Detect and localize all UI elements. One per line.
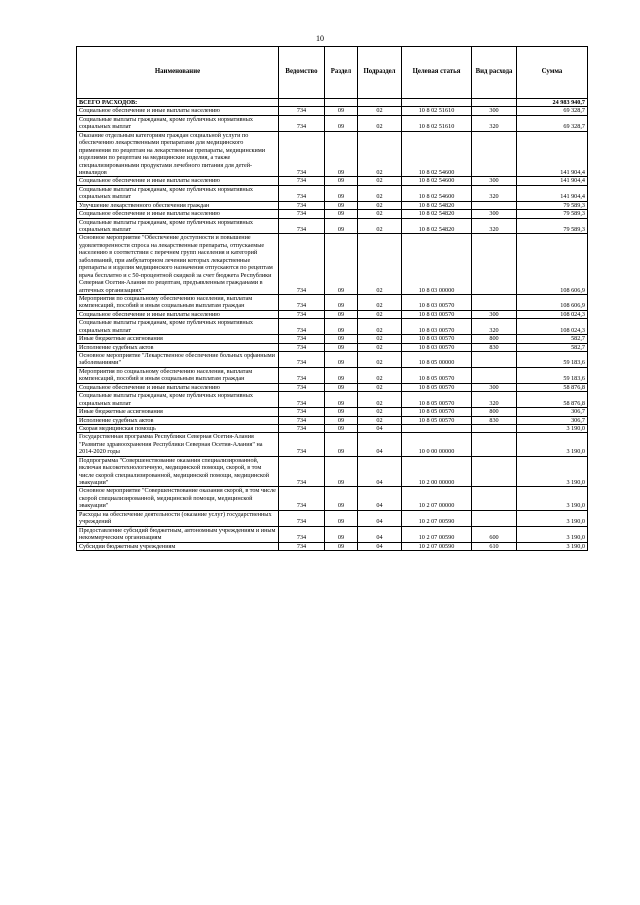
row-razdel: 09 [325,210,358,218]
row-podrazdel: 02 [358,294,402,310]
row-vedomstvo: 734 [279,177,325,185]
row-razdel: 09 [325,383,358,391]
table-row [77,383,588,391]
row-vid: 610 [472,542,517,550]
row-target: 10 2 07 00000 [402,487,472,510]
expenditure-table [76,46,588,551]
row-vedomstvo: 734 [279,201,325,209]
row-name: Исполнение судебных актов [77,416,279,424]
row-name: Социальное обеспечение и иные выплаты населению [77,383,279,391]
table-row [77,433,588,456]
total-row [77,99,588,107]
row-vedomstvo: 734 [279,424,325,432]
row-target: 10 8 05 00000 [402,352,472,368]
row-razdel: 09 [325,542,358,550]
row-vid: 300 [472,177,517,185]
table-row [77,424,588,432]
row-target: 10 8 02 54820 [402,201,472,209]
row-target: 10 8 05 00570 [402,392,472,408]
table-row [77,234,588,295]
row-razdel: 09 [325,408,358,416]
row-razdel: 09 [325,343,358,351]
row-vedomstvo: 734 [279,131,325,177]
row-name: Оказание отдельным категориям граждан социальной услуги по обеспечению лекарственными препаратами для медицинского применения по рецептам на лекарственные препараты, медицинскими изделиями по рецептам на медицинские изделия, а также специализированными продуктами лечебного питания для детей-инвалидов [77,131,279,177]
row-podrazdel: 02 [358,131,402,177]
row-sum: 108 024,3 [517,310,588,318]
row-vedomstvo: 734 [279,234,325,295]
row-name: Социальное обеспечение и иные выплаты населению [77,177,279,185]
row-vedomstvo: 734 [279,210,325,218]
header-target: Целевая статья [402,47,472,99]
page-number: 10 [316,34,324,43]
row-vedomstvo: 734 [279,433,325,456]
row-podrazdel: 02 [358,201,402,209]
row-vid: 320 [472,115,517,131]
row-razdel: 09 [325,487,358,510]
row-target: 10 8 02 54600 [402,185,472,201]
row-vedomstvo: 734 [279,319,325,335]
table-row [77,218,588,234]
row-name: Социальное обеспечение и иные выплаты населению [77,210,279,218]
header-vid: Вид расхода [472,47,517,99]
row-podrazdel: 02 [358,185,402,201]
row-podrazdel: 02 [358,107,402,115]
row-name: Основное мероприятие "Совершенствование оказания скорой, в том числе скорой специализированной, медицинской помощи, медицинской эвакуации" [77,487,279,510]
row-vedomstvo: 734 [279,510,325,526]
row-vedomstvo: 734 [279,487,325,510]
row-target: 10 8 02 54600 [402,131,472,177]
row-vid [472,131,517,177]
row-razdel: 09 [325,367,358,383]
row-podrazdel: 04 [358,456,402,487]
table-row [77,310,588,318]
row-sum: 59 183,6 [517,352,588,368]
row-vedomstvo: 734 [279,335,325,343]
row-razdel: 09 [325,185,358,201]
row-target: 10 8 03 00570 [402,343,472,351]
row-razdel: 09 [325,319,358,335]
row-vid: 830 [472,416,517,424]
row-sum: 3 190,0 [517,487,588,510]
row-sum: 582,7 [517,343,588,351]
row-target: 10 0 00 00000 [402,433,472,456]
table-row [77,210,588,218]
row-target: 10 8 03 00570 [402,335,472,343]
row-sum: 3 190,0 [517,433,588,456]
header-vedomstvo: Ведомство [279,47,325,99]
row-vid: 830 [472,343,517,351]
row-podrazdel: 04 [358,542,402,550]
table-row [77,107,588,115]
row-target: 10 2 07 00590 [402,510,472,526]
row-sum: 58 876,8 [517,392,588,408]
row-podrazdel: 04 [358,433,402,456]
row-podrazdel: 02 [358,408,402,416]
table-row [77,201,588,209]
row-target: 10 8 05 00570 [402,408,472,416]
table-row [77,408,588,416]
row-vedomstvo: 734 [279,542,325,550]
row-sum: 306,7 [517,408,588,416]
row-podrazdel: 04 [358,510,402,526]
row-podrazdel: 04 [358,424,402,432]
row-podrazdel: 02 [358,218,402,234]
row-name: Социальные выплаты гражданам, кроме публичных нормативных социальных выплат [77,185,279,201]
row-vedomstvo: 734 [279,115,325,131]
row-podrazdel: 02 [358,319,402,335]
row-vid [472,510,517,526]
row-name: Расходы на обеспечение деятельности (оказание услуг) государственных учреждений [77,510,279,526]
row-sum: 58 876,8 [517,383,588,391]
row-podrazdel: 04 [358,487,402,510]
row-name: Социальные выплаты гражданам, кроме публичных нормативных социальных выплат [77,319,279,335]
row-name: Мероприятия по социальному обеспечению населения, выплатам компенсаций, пособий и иным социальным выплатам граждан [77,367,279,383]
total-label: ВСЕГО РАСХОДОВ: [77,99,279,107]
row-vid: 300 [472,383,517,391]
row-vid: 800 [472,335,517,343]
row-vedomstvo: 734 [279,310,325,318]
row-vid: 600 [472,526,517,542]
row-vedomstvo: 734 [279,367,325,383]
row-vedomstvo: 734 [279,343,325,351]
row-sum: 3 190,0 [517,542,588,550]
row-razdel: 09 [325,294,358,310]
row-razdel: 09 [325,416,358,424]
row-razdel: 09 [325,115,358,131]
row-name: Основное мероприятие "Лекарственное обеспечение больных орфанными заболеваниями" [77,352,279,368]
row-name: Предоставление субсидий бюджетным, автономным учреждениям и иным некоммерческим организациям [77,526,279,542]
row-vid [472,294,517,310]
row-target: 10 2 00 00000 [402,456,472,487]
row-target: 10 8 05 00570 [402,416,472,424]
row-razdel: 09 [325,433,358,456]
row-podrazdel: 02 [358,115,402,131]
table-row [77,131,588,177]
row-target: 10 8 05 00570 [402,383,472,391]
row-razdel: 09 [325,335,358,343]
row-name: Подпрограмма "Совершенствование оказания специализированной, включая высокотехнологичную, медицинской помощи, скорой, в том числе скорой специализированной, медицинской помощи, медицинской эвакуации" [77,456,279,487]
row-razdel: 09 [325,234,358,295]
row-vedomstvo: 734 [279,294,325,310]
table-row [77,416,588,424]
row-podrazdel: 02 [358,343,402,351]
empty-cell [472,99,517,107]
row-target: 10 2 07 00590 [402,542,472,550]
row-podrazdel: 02 [358,367,402,383]
row-vedomstvo: 734 [279,408,325,416]
row-target: 10 8 02 51610 [402,107,472,115]
row-sum: 108 606,9 [517,234,588,295]
row-podrazdel: 02 [358,177,402,185]
row-vedomstvo: 734 [279,392,325,408]
row-razdel: 09 [325,424,358,432]
row-sum: 108 024,3 [517,319,588,335]
row-sum: 69 328,7 [517,107,588,115]
row-vedomstvo: 734 [279,218,325,234]
header-razdel: Раздел [325,47,358,99]
row-target: 10 2 07 00590 [402,526,472,542]
row-name: Социальные выплаты гражданам, кроме публичных нормативных социальных выплат [77,392,279,408]
row-razdel: 09 [325,456,358,487]
table-row [77,294,588,310]
row-razdel: 09 [325,510,358,526]
table-header-row [77,47,588,99]
table-row [77,352,588,368]
row-name: Основное мероприятие "Обеспечение доступности и повышение удовлетворенности спроса на лекарственные препараты, отпускаемые населению в соответствии с перечнем групп населения и категорий заболеваний, при амбулаторном лечении которых лекарственные препараты и изделия медицинского назначения отпускаются по рецептам врача бесплатно и с 50-процентной скидкой за счет бюджета Республики Северная Осетия-Алания по рецептам, предъявленным гражданами в аптечных организациях" [77,234,279,295]
row-name: Социальные выплаты гражданам, кроме публичных нормативных социальных выплат [77,218,279,234]
row-vedomstvo: 734 [279,185,325,201]
table-row [77,177,588,185]
row-podrazdel: 02 [358,234,402,295]
table-row [77,343,588,351]
row-target: 10 8 02 51610 [402,115,472,131]
row-sum: 79 589,3 [517,218,588,234]
row-target: 10 8 05 00570 [402,367,472,383]
row-podrazdel: 04 [358,526,402,542]
table-row [77,456,588,487]
row-podrazdel: 02 [358,210,402,218]
row-name: Исполнение судебных актов [77,343,279,351]
table-row [77,185,588,201]
row-target: 10 8 02 54820 [402,218,472,234]
empty-cell [325,99,358,107]
row-name: Улучшение лекарственного обеспечения граждан [77,201,279,209]
row-vid: 800 [472,408,517,416]
row-vid: 320 [472,319,517,335]
row-vedomstvo: 734 [279,456,325,487]
table-row [77,392,588,408]
row-sum: 306,7 [517,416,588,424]
table-row [77,487,588,510]
row-sum: 3 190,0 [517,526,588,542]
row-vedomstvo: 734 [279,383,325,391]
row-vid [472,201,517,209]
table-row [77,367,588,383]
row-sum: 69 328,7 [517,115,588,131]
row-razdel: 09 [325,107,358,115]
row-name: Социальное обеспечение и иные выплаты населению [77,310,279,318]
row-podrazdel: 02 [358,383,402,391]
row-vid [472,352,517,368]
row-vid: 300 [472,210,517,218]
row-sum: 582,7 [517,335,588,343]
empty-cell [358,99,402,107]
row-sum: 79 589,3 [517,201,588,209]
header-sum: Сумма [517,47,588,99]
row-target: 10 8 02 54600 [402,177,472,185]
row-vid: 300 [472,310,517,318]
row-name: Скорая медицинская помощь [77,424,279,432]
row-vid [472,367,517,383]
row-sum: 3 190,0 [517,424,588,432]
row-sum: 3 190,0 [517,456,588,487]
row-sum: 141 904,4 [517,177,588,185]
row-name: Иные бюджетные ассигнования [77,335,279,343]
row-vid [472,433,517,456]
row-name: Иные бюджетные ассигнования [77,408,279,416]
row-sum: 79 589,3 [517,210,588,218]
row-vedomstvo: 734 [279,107,325,115]
row-name: Субсидии бюджетным учреждениям [77,542,279,550]
empty-cell [402,99,472,107]
row-target: 10 8 03 00000 [402,234,472,295]
row-name: Социальное обеспечение и иные выплаты населению [77,107,279,115]
table-row [77,319,588,335]
table-row [77,526,588,542]
row-razdel: 09 [325,310,358,318]
row-sum: 108 606,9 [517,294,588,310]
row-vid: 320 [472,185,517,201]
row-podrazdel: 02 [358,416,402,424]
row-vedomstvo: 734 [279,416,325,424]
table-row [77,542,588,550]
row-target: 10 8 03 00570 [402,294,472,310]
row-vid: 320 [472,392,517,408]
row-razdel: 09 [325,352,358,368]
row-vid [472,234,517,295]
row-razdel: 09 [325,177,358,185]
row-sum: 59 183,6 [517,367,588,383]
row-target [402,424,472,432]
row-target: 10 8 03 00570 [402,319,472,335]
row-razdel: 09 [325,218,358,234]
row-sum: 141 904,4 [517,131,588,177]
row-podrazdel: 02 [358,392,402,408]
table-row [77,115,588,131]
row-sum: 141 904,4 [517,185,588,201]
row-razdel: 09 [325,201,358,209]
row-podrazdel: 02 [358,352,402,368]
row-sum: 3 190,0 [517,510,588,526]
row-vid: 320 [472,218,517,234]
row-vedomstvo: 734 [279,352,325,368]
empty-cell [279,99,325,107]
row-razdel: 09 [325,131,358,177]
row-razdel: 09 [325,392,358,408]
total-sum: 24 983 940,7 [517,99,588,107]
row-vid [472,424,517,432]
row-vid [472,456,517,487]
row-target: 10 8 03 00570 [402,310,472,318]
row-razdel: 09 [325,526,358,542]
row-podrazdel: 02 [358,310,402,318]
row-name: Социальные выплаты гражданам, кроме публичных нормативных социальных выплат [77,115,279,131]
row-name: Государственная программа Республики Северная Осетия-Алания "Развитие здравоохранения Республики Северная Осетия-Алания" на 2014-2020 годы [77,433,279,456]
row-vid [472,487,517,510]
table-row [77,510,588,526]
header-podrazdel: Подраздел [358,47,402,99]
row-name: Мероприятия по социальному обеспечению населения, выплатам компенсаций, пособий и иным социальным выплатам граждан [77,294,279,310]
header-name: Наименование [77,47,279,99]
row-podrazdel: 02 [358,335,402,343]
row-target: 10 8 02 54820 [402,210,472,218]
table-row [77,335,588,343]
row-vedomstvo: 734 [279,526,325,542]
row-vid: 300 [472,107,517,115]
